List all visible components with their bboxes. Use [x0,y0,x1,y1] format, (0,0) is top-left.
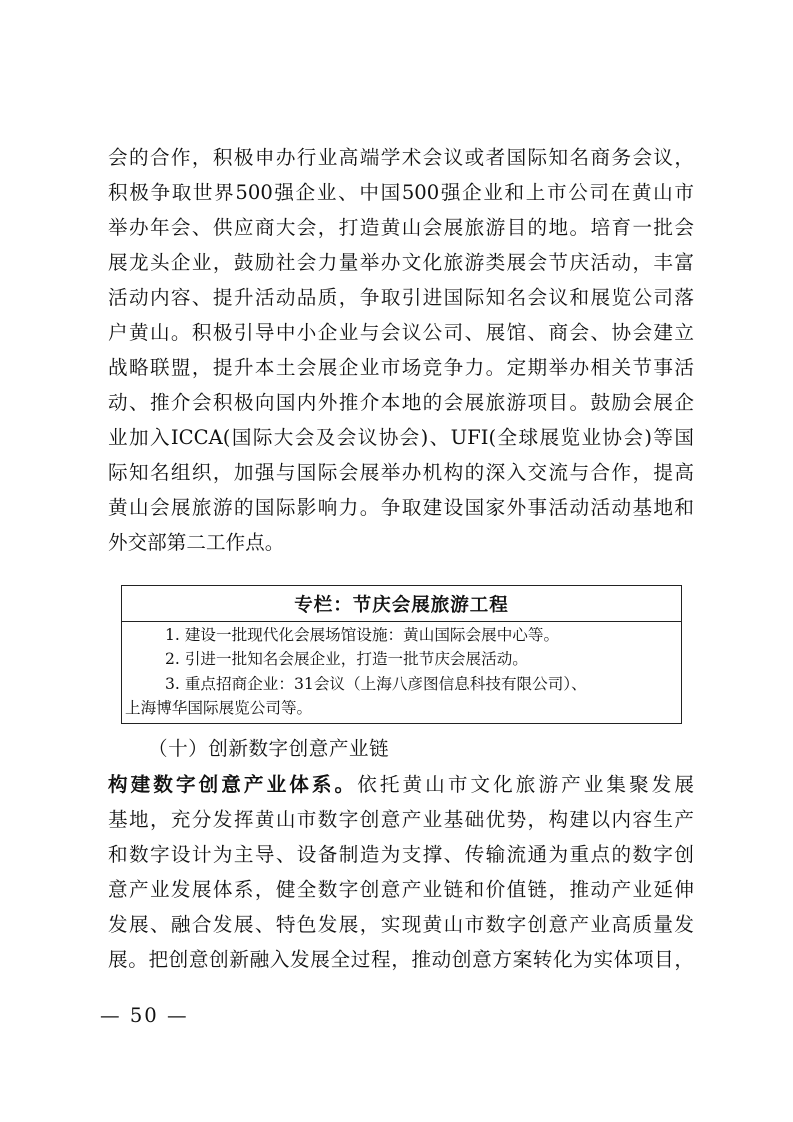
paragraph-line: 户黄山。积极引导中小企业与会议公司、展馆、商会、协会建立 [108,321,694,344]
paragraph-line: 际知名组织，加强与国际会展举办机构的深入交流与合作，提高 [108,461,694,484]
paragraph-line: 展。把创意创新融入发展全过程，推动创意方案转化为实体项目， [108,948,694,971]
column-box-item: 上海博华国际展览公司等。 [125,699,313,717]
paragraph-line: 活动内容、提升活动品质，争取引进国际知名会议和展览公司落 [108,286,694,309]
paragraph-line: 展龙头企业，鼓励社会力量举办文化旅游类展会节庆活动，丰富 [108,251,694,274]
paragraph-line: 黄山会展旅游的国际影响力。争取建设国家外事活动活动基地和 [108,496,694,519]
paragraph-line [108,772,694,798]
paragraph-line: 会的合作，积极申办行业高端学术会议或者国际知名商务会议， [108,146,694,169]
paragraph-line: 发展、融合发展、特色发展，实现黄山市数字创意产业高质量发 [108,913,694,936]
page-number: — 50 — [100,1004,189,1027]
column-box-header [122,586,681,622]
paragraph-line: 外交部第二工作点。 [108,531,285,554]
paragraph-line: 业加入ICCA(国际大会及会议协会)、UFI(全球展览业协会)等国 [108,426,694,449]
paragraph-line: 基地，充分发挥黄山市数字创意产业基础优势，构建以内容生产 [108,808,694,831]
paragraph-lead-rest: 依托黄山市文化旅游产业集聚发展 [357,773,694,796]
column-box-item: 1. 建设一批现代化会展场馆设施：黄山国际会展中心等。 [165,626,560,644]
paragraph-lead-bold: 构建数字创意产业体系。 [108,773,358,796]
section-heading: （十）创新数字创意产业链 [148,737,390,760]
paragraph-line: 和数字设计为主导、设备制造为支撑、传输流通为重点的数字创 [108,843,694,866]
paragraph-line: 战略联盟，提升本土会展企业市场竞争力。定期举办相关节事活 [108,356,694,379]
paragraph-line: 积极争取世界500强企业、中国500强企业和上市公司在黄山市 [108,181,694,204]
column-box [121,585,682,724]
paragraph-line: 意产业发展体系，健全数字创意产业链和价值链，推动产业延伸 [108,878,694,901]
paragraph-line: 动、推介会积极向国内外推介本地的会展旅游项目。鼓励会展企 [108,391,694,414]
column-box-title: 专栏：节庆会展旅游工程 [294,594,509,616]
paragraph-line: 举办年会、供应商大会，打造黄山会展旅游目的地。培育一批会 [108,216,694,239]
column-box-item: 2. 引进一批知名会展企业，打造一批节庆会展活动。 [165,650,528,668]
column-box-item: 3. 重点招商企业：31会议（上海八彦图信息科技有限公司）、 [165,675,587,693]
